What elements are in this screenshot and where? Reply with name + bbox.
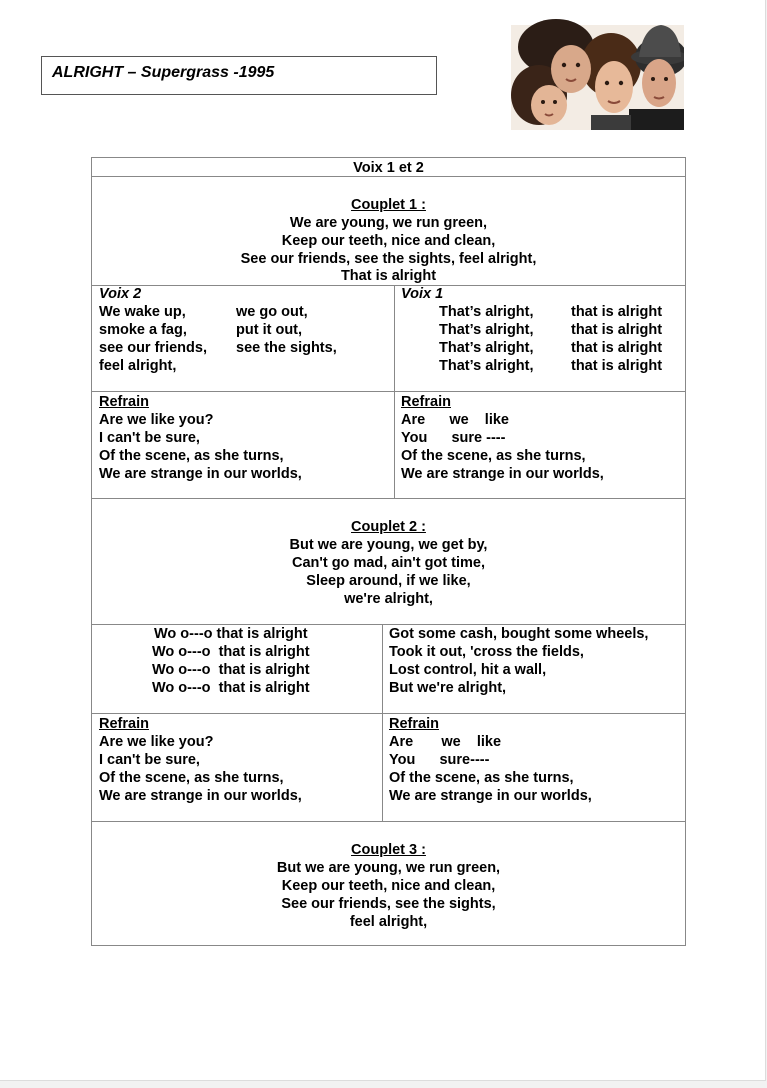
lyric-line: But we are young, we run green, (276, 860, 501, 876)
lyric-line: Are we like you? (99, 734, 214, 750)
lyric-line: Are we like (401, 412, 509, 428)
lyric-line: Took it out, 'cross the fields, (389, 644, 584, 660)
lyric-line: we go out, (236, 304, 308, 320)
band-photo (511, 17, 684, 130)
voices-heading: Voix 1 et 2 (353, 160, 424, 176)
row-divider (92, 821, 685, 822)
lyric-line: You sure---- (389, 752, 490, 768)
lyric-line: Got some cash, bought some wheels, (389, 626, 649, 642)
lyrics-sheet (91, 157, 686, 946)
lyric-line: put it out, (236, 322, 303, 338)
refrain-heading: Refrain (99, 716, 149, 732)
lyric-line: Lost control, hit a wall, (389, 662, 547, 678)
lyric-line: That’s alright, (439, 304, 534, 320)
lyric-line: that is alright (571, 322, 663, 338)
lyric-line: But we're alright, (389, 680, 507, 696)
title-box (41, 56, 437, 95)
lyric-line: Wo o---o that is alright (152, 662, 310, 678)
lyric-line: Are we like (389, 734, 502, 750)
refrain-heading: Refrain (99, 394, 149, 410)
couplet1-heading: Couplet 1 : (351, 197, 426, 213)
lyric-line: Can't go mad, ain't got time, (292, 555, 485, 571)
row-divider (92, 713, 685, 714)
couplet2-heading: Couplet 2 : (351, 519, 426, 535)
lyric-line: We are young, we run green, (289, 215, 488, 231)
column-divider (382, 624, 383, 821)
lyric-line: Of the scene, as she turns, (99, 770, 284, 786)
lyric-line: Wo o---o that is alright (154, 626, 308, 642)
lyric-line: Of the scene, as she turns, (99, 448, 284, 464)
song-title: ALRIGHT – Supergrass -1995 (52, 64, 275, 81)
lyric-line: We are strange in our worlds, (99, 788, 302, 804)
lyric-line: That’s alright, (439, 340, 534, 356)
lyric-line: We are strange in our worlds, (401, 466, 604, 482)
lyric-line: We are strange in our worlds, (99, 466, 302, 482)
lyric-line: Are we like you? (99, 412, 214, 428)
lyric-line: we're alright, (344, 591, 433, 607)
couplet3-heading: Couplet 3 : (351, 842, 426, 858)
lyric-line: We are strange in our worlds, (389, 788, 592, 804)
lyric-line: Of the scene, as she turns, (401, 448, 586, 464)
lyric-line: that is alright (571, 358, 663, 374)
lyric-line: Wo o---o that is alright (152, 680, 310, 696)
lyric-line: That’s alright, (439, 358, 534, 374)
lyric-line: Keep our teeth, nice and clean, (281, 878, 496, 894)
lyric-line: See our friends, see the sights, feel alright, (240, 251, 537, 267)
lyric-line: Sleep around, if we like, (306, 573, 471, 589)
lyric-line: Of the scene, as she turns, (389, 770, 574, 786)
refrain-heading: Refrain (389, 716, 439, 732)
lyric-line: that is alright (571, 340, 663, 356)
row-divider (92, 285, 685, 286)
lyric-line: That’s alright, (439, 322, 534, 338)
lyric-line: See our friends, see the sights, (281, 896, 496, 912)
lyric-line: Wo o---o that is alright (152, 644, 310, 660)
refrain-heading: Refrain (401, 394, 451, 410)
lyric-line: Keep our teeth, nice and clean, (281, 233, 496, 249)
row-divider (92, 391, 685, 392)
lyric-line: feel alright, (99, 358, 177, 374)
row-divider (92, 498, 685, 499)
lyric-line: see the sights, (236, 340, 337, 356)
lyric-line: But we are young, we get by, (289, 537, 488, 553)
lyric-line: see our friends, (99, 340, 207, 356)
lyric-line: That is alright (340, 268, 437, 284)
voix2-label: Voix 2 (99, 286, 142, 302)
lyric-line: You sure ---- (401, 430, 506, 446)
lyric-line: I can't be sure, (99, 752, 200, 768)
lyric-line: that is alright (571, 304, 663, 320)
lyric-line: smoke a fag, (99, 322, 187, 338)
voix1-label: Voix 1 (401, 286, 444, 302)
lyric-line: I can't be sure, (99, 430, 200, 446)
lyric-line: We wake up, (99, 304, 186, 320)
lyric-line: feel alright, (349, 914, 428, 930)
column-divider (394, 285, 395, 498)
